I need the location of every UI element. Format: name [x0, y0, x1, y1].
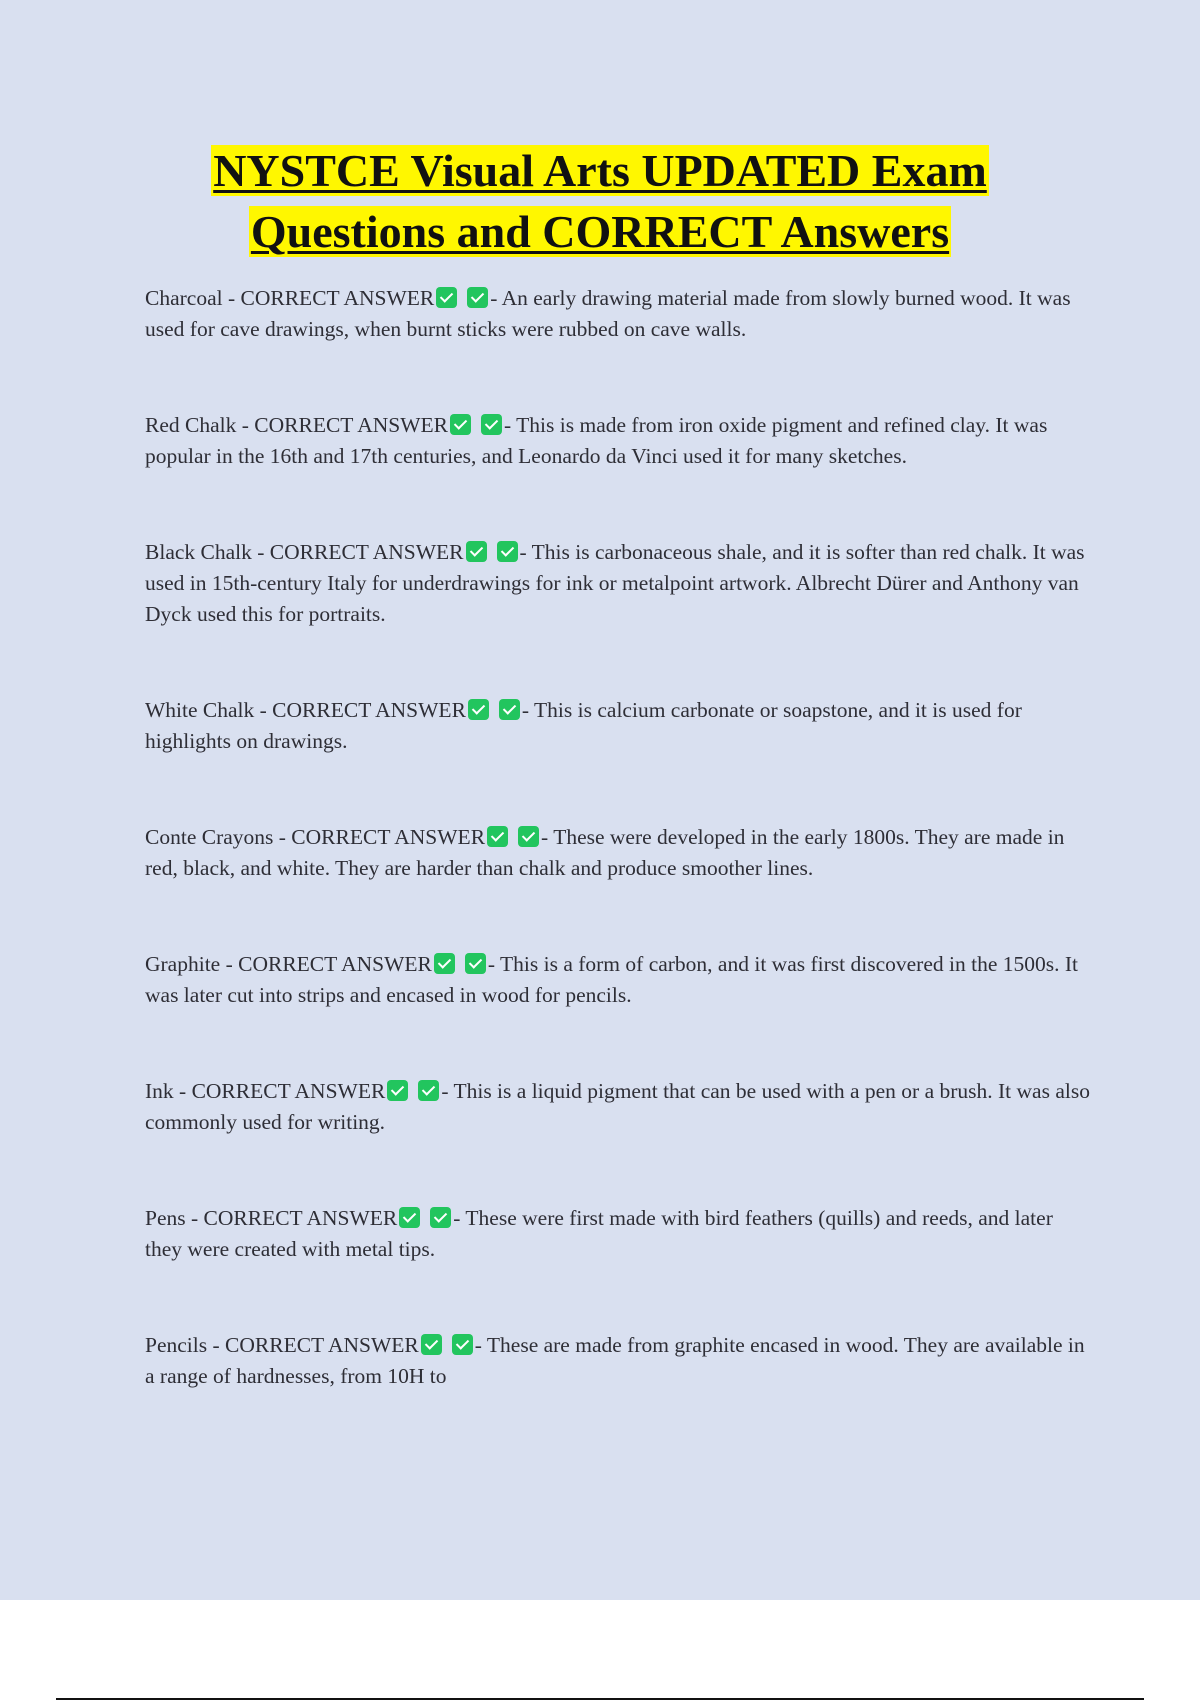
qa-term: Graphite - CORRECT ANSWER: [145, 952, 432, 976]
check-icon: [434, 953, 455, 974]
qa-answer: - These were developed in the early 1800s. They are made in red, black, and white. They are harder than chalk and produce smoother lines.: [145, 825, 1065, 880]
qa-entry-ink: [145, 1076, 1095, 1138]
qa-term: Pencils - CORRECT ANSWER: [145, 1333, 419, 1357]
check-icon: [465, 953, 486, 974]
document-title: [0, 140, 1200, 262]
qa-entry-pencils: [145, 1330, 1095, 1392]
qa-term: Red Chalk - CORRECT ANSWER: [145, 413, 449, 437]
qa-entry-red-chalk: [145, 410, 1095, 472]
qa-term: Black Chalk - CORRECT ANSWER: [145, 540, 464, 564]
check-icon: [418, 1080, 439, 1101]
qa-entry-white-chalk: [145, 695, 1095, 757]
qa-answer: - This is made from iron oxide pigment and refined clay. It was popular in the 16th and 17th centuries, and Leonardo da Vinci used it for many sketches.: [145, 413, 1048, 468]
qa-term: Conte Crayons - CORRECT ANSWER: [145, 825, 486, 849]
title-line-2: Questions and CORRECT Answers: [250, 206, 950, 257]
check-icon: [452, 1334, 473, 1355]
qa-answer: - This is carbonaceous shale, and it is softer than red chalk. It was used in 15th-century Italy for underdrawings for ink or metalpoint artwork. Albrecht Dürer and Anthony van Dyck used this for portraits.: [145, 540, 1085, 626]
title-line-1: NYSTCE Visual Arts UPDATED Exam: [213, 145, 987, 196]
qa-answer: - These are made from graphite encased in wood. They are available in a range of hardnesses, from 10H to: [145, 1333, 1085, 1388]
check-icon: [430, 1207, 451, 1228]
check-icon: [481, 414, 502, 435]
qa-entry-black-chalk: [145, 537, 1095, 630]
qa-answer: - These were first made with bird feathers (quills) and reeds, and later they were created with metal tips.: [145, 1206, 1053, 1261]
qa-term: Ink - CORRECT ANSWER: [145, 1079, 386, 1103]
check-icon: [466, 541, 487, 562]
qa-term: Pens - CORRECT ANSWER: [145, 1206, 398, 1230]
qa-entry-graphite: [145, 949, 1095, 1011]
check-icon: [467, 287, 488, 308]
qa-answer: - An early drawing material made from slowly burned wood. It was used for cave drawings, when burnt sticks were rubbed on cave walls.: [145, 286, 1071, 341]
qa-answer: - This is calcium carbonate or soapstone, and it is used for highlights on drawings.: [145, 698, 1022, 753]
check-icon: [450, 414, 471, 435]
qa-list: [145, 283, 1095, 1457]
qa-entry-conte-crayons: [145, 822, 1095, 884]
check-icon: [468, 699, 489, 720]
check-icon: [499, 699, 520, 720]
qa-term: Charcoal - CORRECT ANSWER: [145, 286, 435, 310]
qa-term: White Chalk - CORRECT ANSWER: [145, 698, 466, 722]
qa-entry-charcoal: [145, 283, 1095, 345]
check-icon: [387, 1080, 408, 1101]
check-icon: [421, 1334, 442, 1355]
check-icon: [497, 541, 518, 562]
qa-answer: - This is a liquid pigment that can be used with a pen or a brush. It was also commonly used for writing.: [145, 1079, 1090, 1134]
check-icon: [436, 287, 457, 308]
check-icon: [399, 1207, 420, 1228]
check-icon: [487, 826, 508, 847]
check-icon: [518, 826, 539, 847]
qa-answer: - This is a form of carbon, and it was first discovered in the 1500s. It was later cut into strips and encased in wood for pencils.: [145, 952, 1078, 1007]
qa-entry-pens: [145, 1203, 1095, 1265]
